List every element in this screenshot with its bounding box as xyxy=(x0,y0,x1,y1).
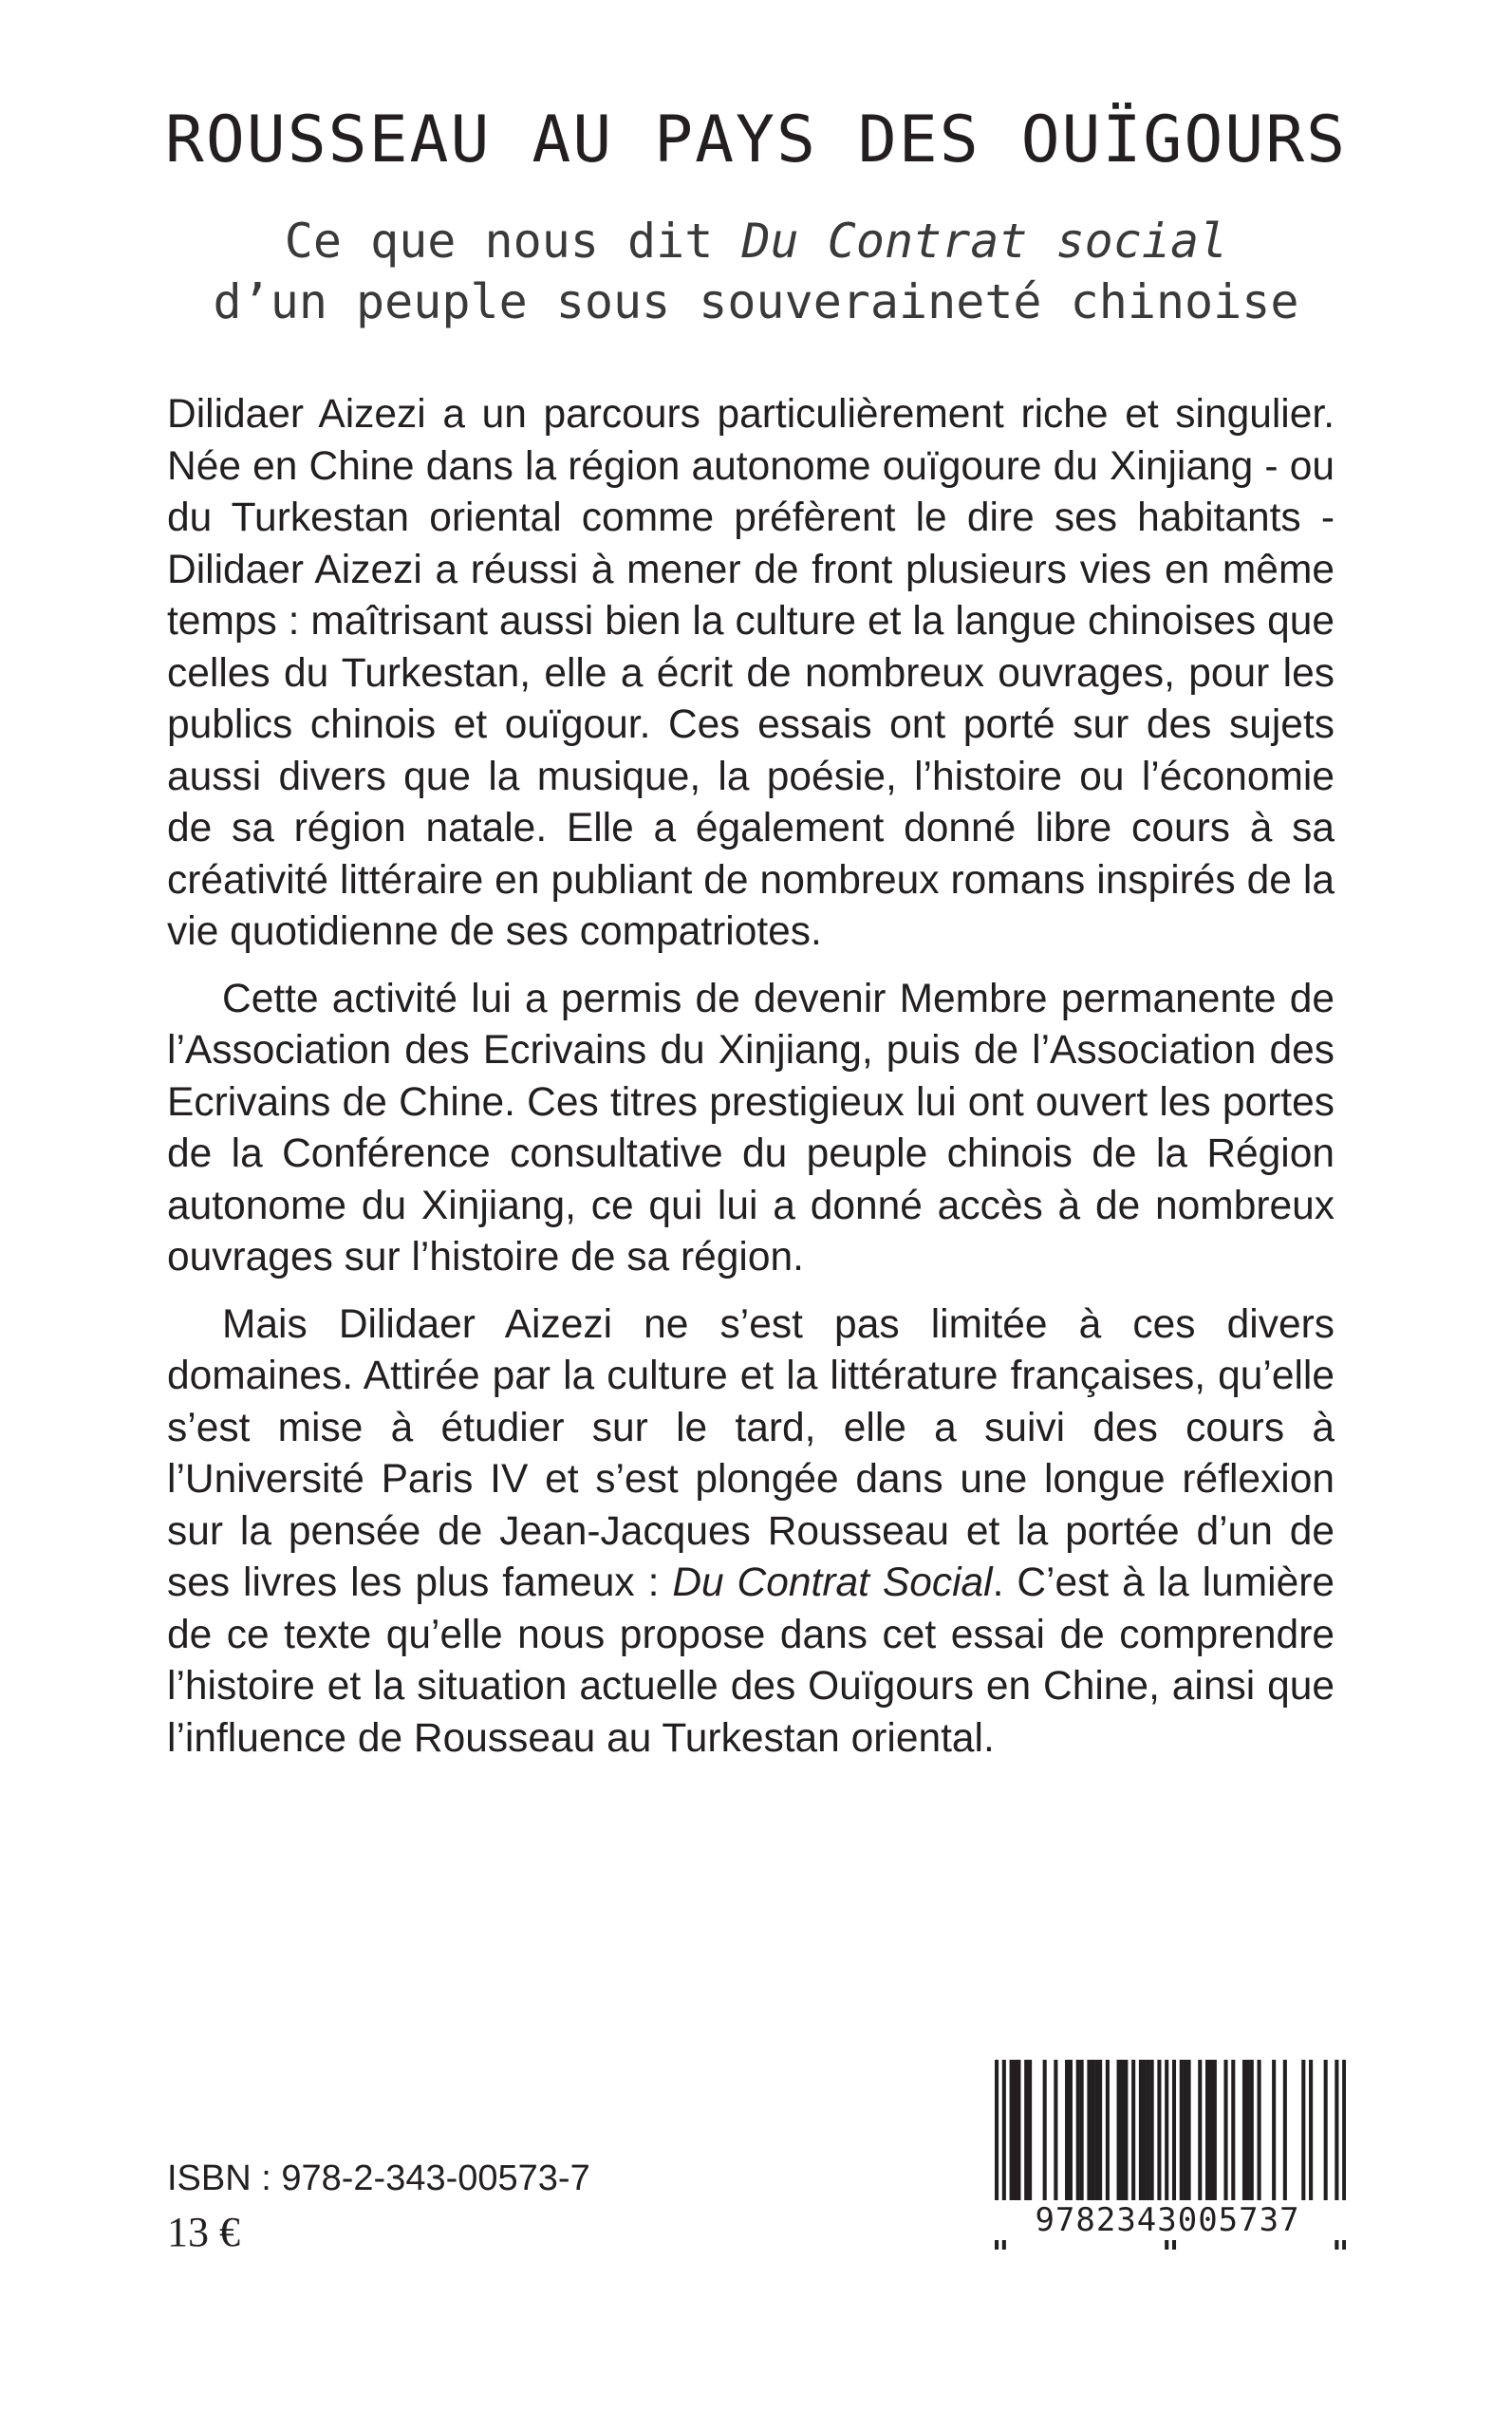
barcode-bar xyxy=(1043,2060,1047,2200)
barcode-bar xyxy=(1301,2060,1305,2200)
barcode-bar xyxy=(1198,2060,1202,2200)
barcode-bar xyxy=(1242,2060,1246,2200)
blurb xyxy=(167,389,1335,1780)
barcode-bar xyxy=(1131,2060,1135,2200)
barcode-bar xyxy=(1069,2060,1073,2200)
barcode-bar xyxy=(1150,2060,1154,2200)
barcode-bar xyxy=(1143,2060,1147,2200)
barcode-bar xyxy=(1091,2060,1094,2200)
barcode-bar xyxy=(1010,2060,1014,2200)
barcode-bar xyxy=(1272,2060,1276,2200)
blurb-work-title: Du Contrat Social xyxy=(672,1560,993,1605)
barcode-bar xyxy=(1258,2060,1261,2200)
barcode-bar xyxy=(1117,2060,1121,2200)
barcode-bar xyxy=(1147,2060,1150,2200)
barcode-bar xyxy=(1246,2060,1250,2200)
barcode-bar xyxy=(1157,2060,1161,2200)
barcode-bar xyxy=(1080,2060,1084,2200)
barcode-bar xyxy=(1209,2060,1213,2200)
barcode-bar xyxy=(1087,2060,1091,2200)
book-title: ROUSSEAU AU PAYS DES OUÏGOURS xyxy=(164,103,1348,177)
barcode-bar xyxy=(1076,2060,1080,2200)
barcode-bar xyxy=(1028,2060,1032,2200)
barcode-bar xyxy=(1065,2060,1069,2200)
barcode-bar xyxy=(1120,2060,1124,2200)
subtitle-text: Ce que nous dit xyxy=(284,214,742,269)
barcode-bar xyxy=(1324,2060,1328,2200)
barcode-bar xyxy=(1223,2060,1227,2200)
blurb-paragraph-1: Dilidaer Aizezi a un parcours particulièrement riche et singulier. Née en Chine dans la région autonome ouïgoure du Xinjiang - ou du Turkestan oriental comme préfèrent le dire ses habitants - Dilidaer Aizezi a réussi à mener de front plusieurs vies en même temps : maîtrisant aussi bien la culture et la langue chinoises que celles du Turkestan, elle a écrit de nombreux ouvrages, pour les publics chinois et ouïgour. Ces essais ont porté sur des sujets aussi divers que la musique, la poésie, l’histoire ou l’économie de sa région natale. Elle a également donné libre cours à sa créativité littéraire en publiant de nombreux romans inspirés de la vie quotidienne de ses compatriotes. xyxy=(167,392,1335,954)
blurb-paragraph-3-end: . C’est à la lumière de ce texte qu’elle nous propose dans cet essai de comprendre l’histoire et la situation actuelle des Ouïgours en Chine, ainsi que l’influence de Rousseau au Turkestan oriental. xyxy=(167,1560,1335,1761)
barcode-bar xyxy=(1250,2060,1254,2200)
barcode-bar xyxy=(1187,2060,1191,2200)
barcode-bar xyxy=(1180,2060,1184,2200)
barcode-bar xyxy=(1094,2060,1098,2200)
barcode-bar xyxy=(1106,2060,1110,2200)
barcode-bar xyxy=(1098,2060,1102,2200)
barcode-bar xyxy=(1024,2060,1028,2200)
barcode-bar xyxy=(1231,2060,1235,2200)
isbn: ISBN : 978-2-343-00573-7 xyxy=(167,2158,590,2198)
barcode-bar xyxy=(1124,2060,1128,2200)
price: 13 € xyxy=(167,2209,240,2255)
blurb-paragraph-3-start: Mais Dilidaer Aizezi ne s’est pas limitée à ces divers domaines. Attirée par la culture et la littérature françaises, qu’elle s’est mise à étudier sur le tard, elle a suivi des cours à l’Université Paris IV et s’est plongée dans une longue réflexion sur la pensée de Jean-Jacques Rousseau et la portée d’un de ses livres les plus fameux : xyxy=(167,1301,1335,1605)
barcode-bar xyxy=(1139,2060,1143,2200)
subtitle-line-2: d’un peuple sous souveraineté chinoise xyxy=(213,274,1299,329)
barcode-bar xyxy=(1184,2060,1187,2200)
book-subtitle xyxy=(0,211,1512,332)
barcode-bar xyxy=(1013,2060,1017,2200)
blurb-paragraph-2: Cette activité lui a permis de devenir Membre permanente de l’Association des Ecrivains du Xinjiang, puis de l’Association des Ecrivains de Chine. Ces titres prestigieux lui ont ouvert les portes de la Conférence consultative du peuple chinois de la Région autonome du Xinjiang, ce qui lui a donné accès à de nombreux ouvrages sur l’histoire de sa région. xyxy=(167,976,1335,1280)
blurb-paragraph-3 xyxy=(167,1299,1335,1765)
barcode-bar xyxy=(1017,2060,1020,2200)
subtitle-line-1 xyxy=(0,211,1512,271)
barcode-bar xyxy=(1283,2060,1287,2200)
barcode-bar xyxy=(1213,2060,1217,2200)
barcode-bar xyxy=(1309,2060,1313,2200)
barcode-bar xyxy=(1054,2060,1057,2200)
subtitle-work-title: Du Contrat social xyxy=(741,214,1228,269)
barcode-digits: 9782343005737 xyxy=(987,2200,1348,2240)
barcode-bar xyxy=(1205,2060,1209,2200)
